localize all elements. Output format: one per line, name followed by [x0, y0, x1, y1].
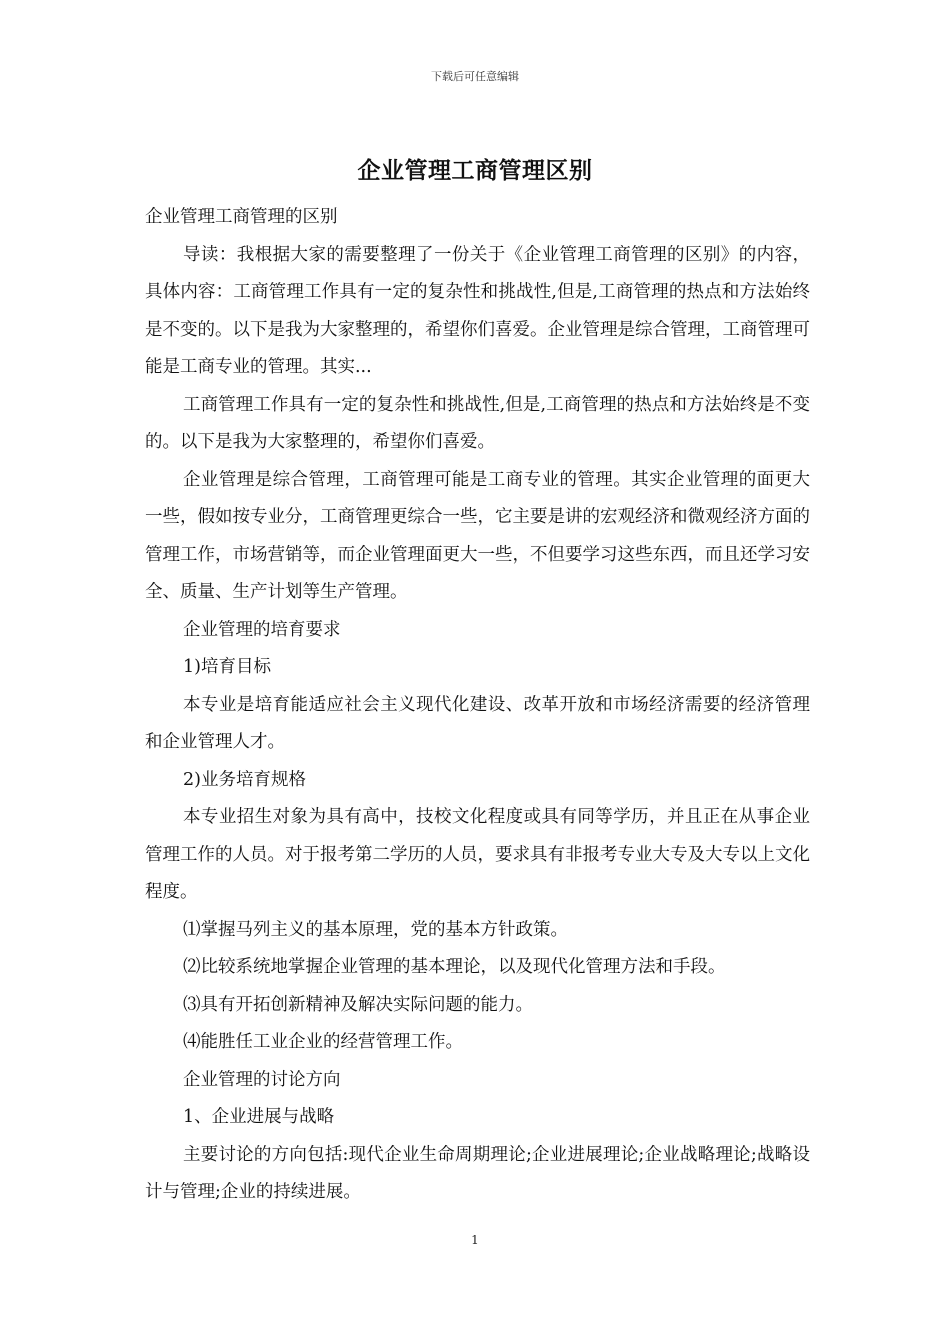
paragraph: 企业管理是综合管理，工商管理可能是工商专业的管理。其实企业管理的面更大一些，假如按专业分，工商管理更综合一些，它主要是讲的宏观经济和微观经济方面的管理工作，市场营销等，而企业管理面更大一些，不但要学习这些东西，而且还学习安全、质量、生产计划等生产管理。: [145, 469, 810, 602]
list-item: ⑴掌握马列主义的基本原理，党的基本方针政策。: [183, 919, 568, 940]
section-heading: 企业管理的培育要求: [183, 619, 341, 640]
paragraph: 工商管理工作具有一定的复杂性和挑战性,但是,工商管理的热点和方法始终是不变的。以下是我为大家整理的，希望你们喜爱。: [145, 394, 810, 452]
document-body: [145, 199, 810, 1212]
list-item: ⑶具有开拓创新精神及解决实际问题的能力。: [183, 994, 533, 1015]
page-number: 1: [471, 1233, 479, 1247]
document-title: 企业管理工商管理区别: [357, 157, 593, 184]
paragraph: 本专业是培育能适应社会主义现代化建设、改革开放和市场经济需要的经济管理和企业管理人才。: [145, 694, 810, 752]
paragraph-intro: 导读：我根据大家的需要整理了一份关于《企业管理工商管理的区别》的内容，具体内容：工商管理工作具有一定的复杂性和挑战性,但是,工商管理的热点和方法始终是不变的。以下是我为大家整理的，希望你们喜爱。企业管理是综合管理，工商管理可能是工商专业的管理。其实...: [145, 244, 810, 377]
subsection-heading: 2)业务培育规格: [183, 769, 306, 790]
paragraph: 本专业招生对象为具有高中，技校文化程度或具有同等学历，并且正在从事企业管理工作的人员。对于报考第二学历的人员，要求具有非报考专业大专及大专以上文化程度。: [145, 807, 810, 902]
subsection-heading: 1、企业进展与战略: [183, 1107, 335, 1127]
header-note: 下载后可任意编辑: [431, 70, 519, 83]
list-item: ⑵比较系统地掌握企业管理的基本理论，以及现代化管理方法和手段。: [183, 957, 726, 977]
subsection-heading: 1)培育目标: [183, 657, 271, 677]
subtitle-line: 企业管理工商管理的区别: [145, 207, 338, 227]
list-item: ⑷能胜任工业企业的经营管理工作。: [183, 1032, 463, 1052]
section-heading: 企业管理的讨论方向: [183, 1069, 341, 1090]
paragraph: 主要讨论的方向包括:现代企业生命周期理论;企业进展理论;企业战略理论;战略设计与管理;企业的持续进展。: [145, 1144, 810, 1202]
